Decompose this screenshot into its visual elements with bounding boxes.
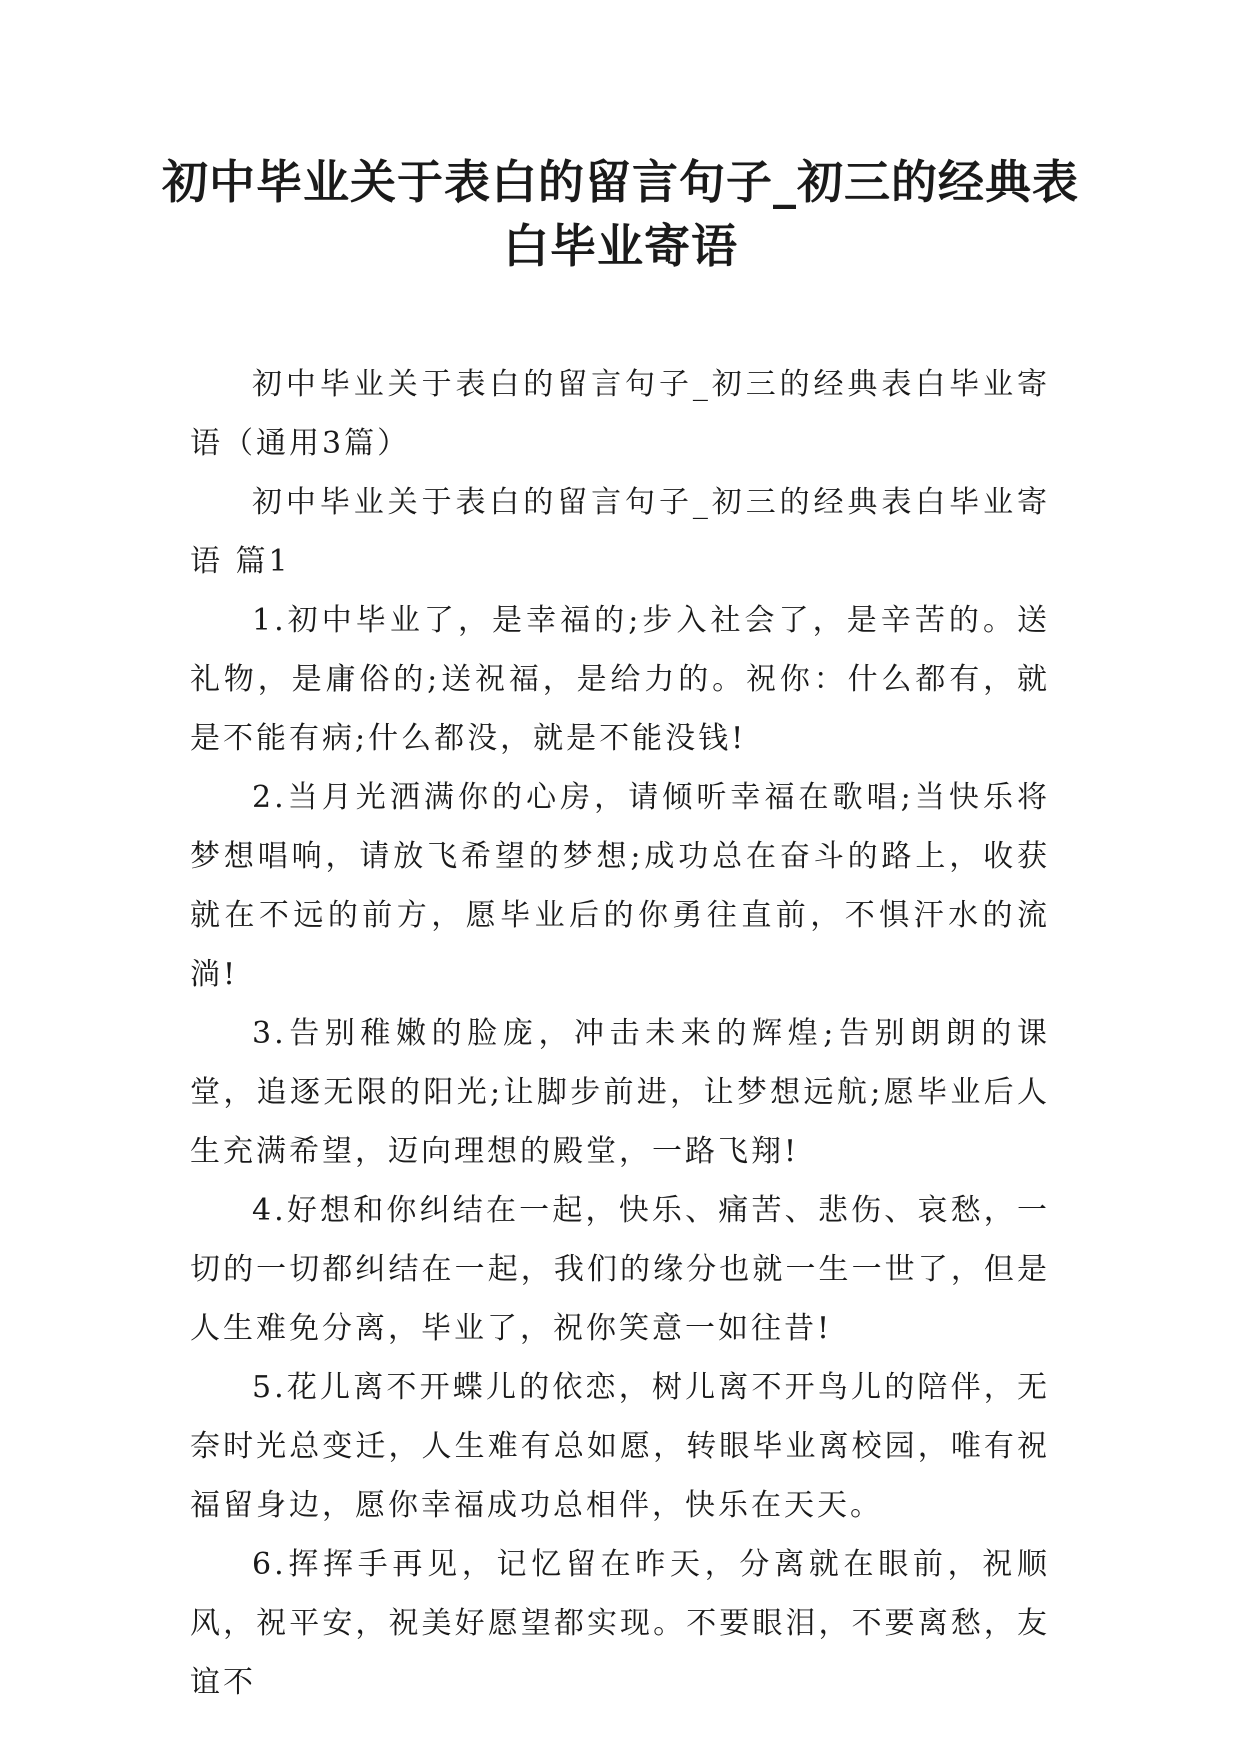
message-item-4: 4.好想和你纠结在一起，快乐、痛苦、悲伤、哀愁，一切的一切都纠结在一起，我们的缘分也就一生一世了，但是人生难免分离，毕业了，祝你笑意一如往昔!: [190, 1193, 1050, 1346]
message-item-5: 5.花儿离不开蝶儿的依恋，树儿离不开鸟儿的陪伴，无奈时光总变迁，人生难有总如愿，转眼毕业离校园，唯有祝福留身边，愿你幸福成功总相伴，快乐在天天。: [190, 1370, 1050, 1523]
message-item-6: 6.挥挥手再见，记忆留在昨天，分离就在眼前，祝顺风，祝平安，祝美好愿望都实现。不要眼泪，不要离愁，友谊不: [190, 1547, 1050, 1700]
message-item-2: 2.当月光洒满你的心房，请倾听幸福在歌唱;当快乐将梦想唱响，请放飞希望的梦想;成功总在奋斗的路上，收获就在不远的前方，愿毕业后的你勇往直前，不惧汗水的流淌!: [190, 780, 1050, 992]
message-item-1: 1.初中毕业了，是幸福的;步入社会了，是辛苦的。送礼物，是庸俗的;送祝福，是给力的。祝你：什么都有，就是不能有病;什么都没，就是不能没钱!: [190, 603, 1050, 756]
document-body: [190, 355, 1050, 1712]
section-heading: 初中毕业关于表白的留言句子_初三的经典表白毕业寄语 篇1: [190, 485, 1050, 579]
message-item-3: 3.告别稚嫩的脸庞，冲击未来的辉煌;告别朗朗的课堂，追逐无限的阳光;让脚步前进，让梦想远航;愿毕业后人生充满希望，迈向理想的殿堂，一路飞翔!: [190, 1016, 1050, 1169]
intro-paragraph: 初中毕业关于表白的留言句子_初三的经典表白毕业寄语（通用3篇）: [190, 367, 1050, 461]
document-title: 初中毕业关于表白的留言句子_初三的经典表白毕业寄语: [162, 155, 1079, 273]
